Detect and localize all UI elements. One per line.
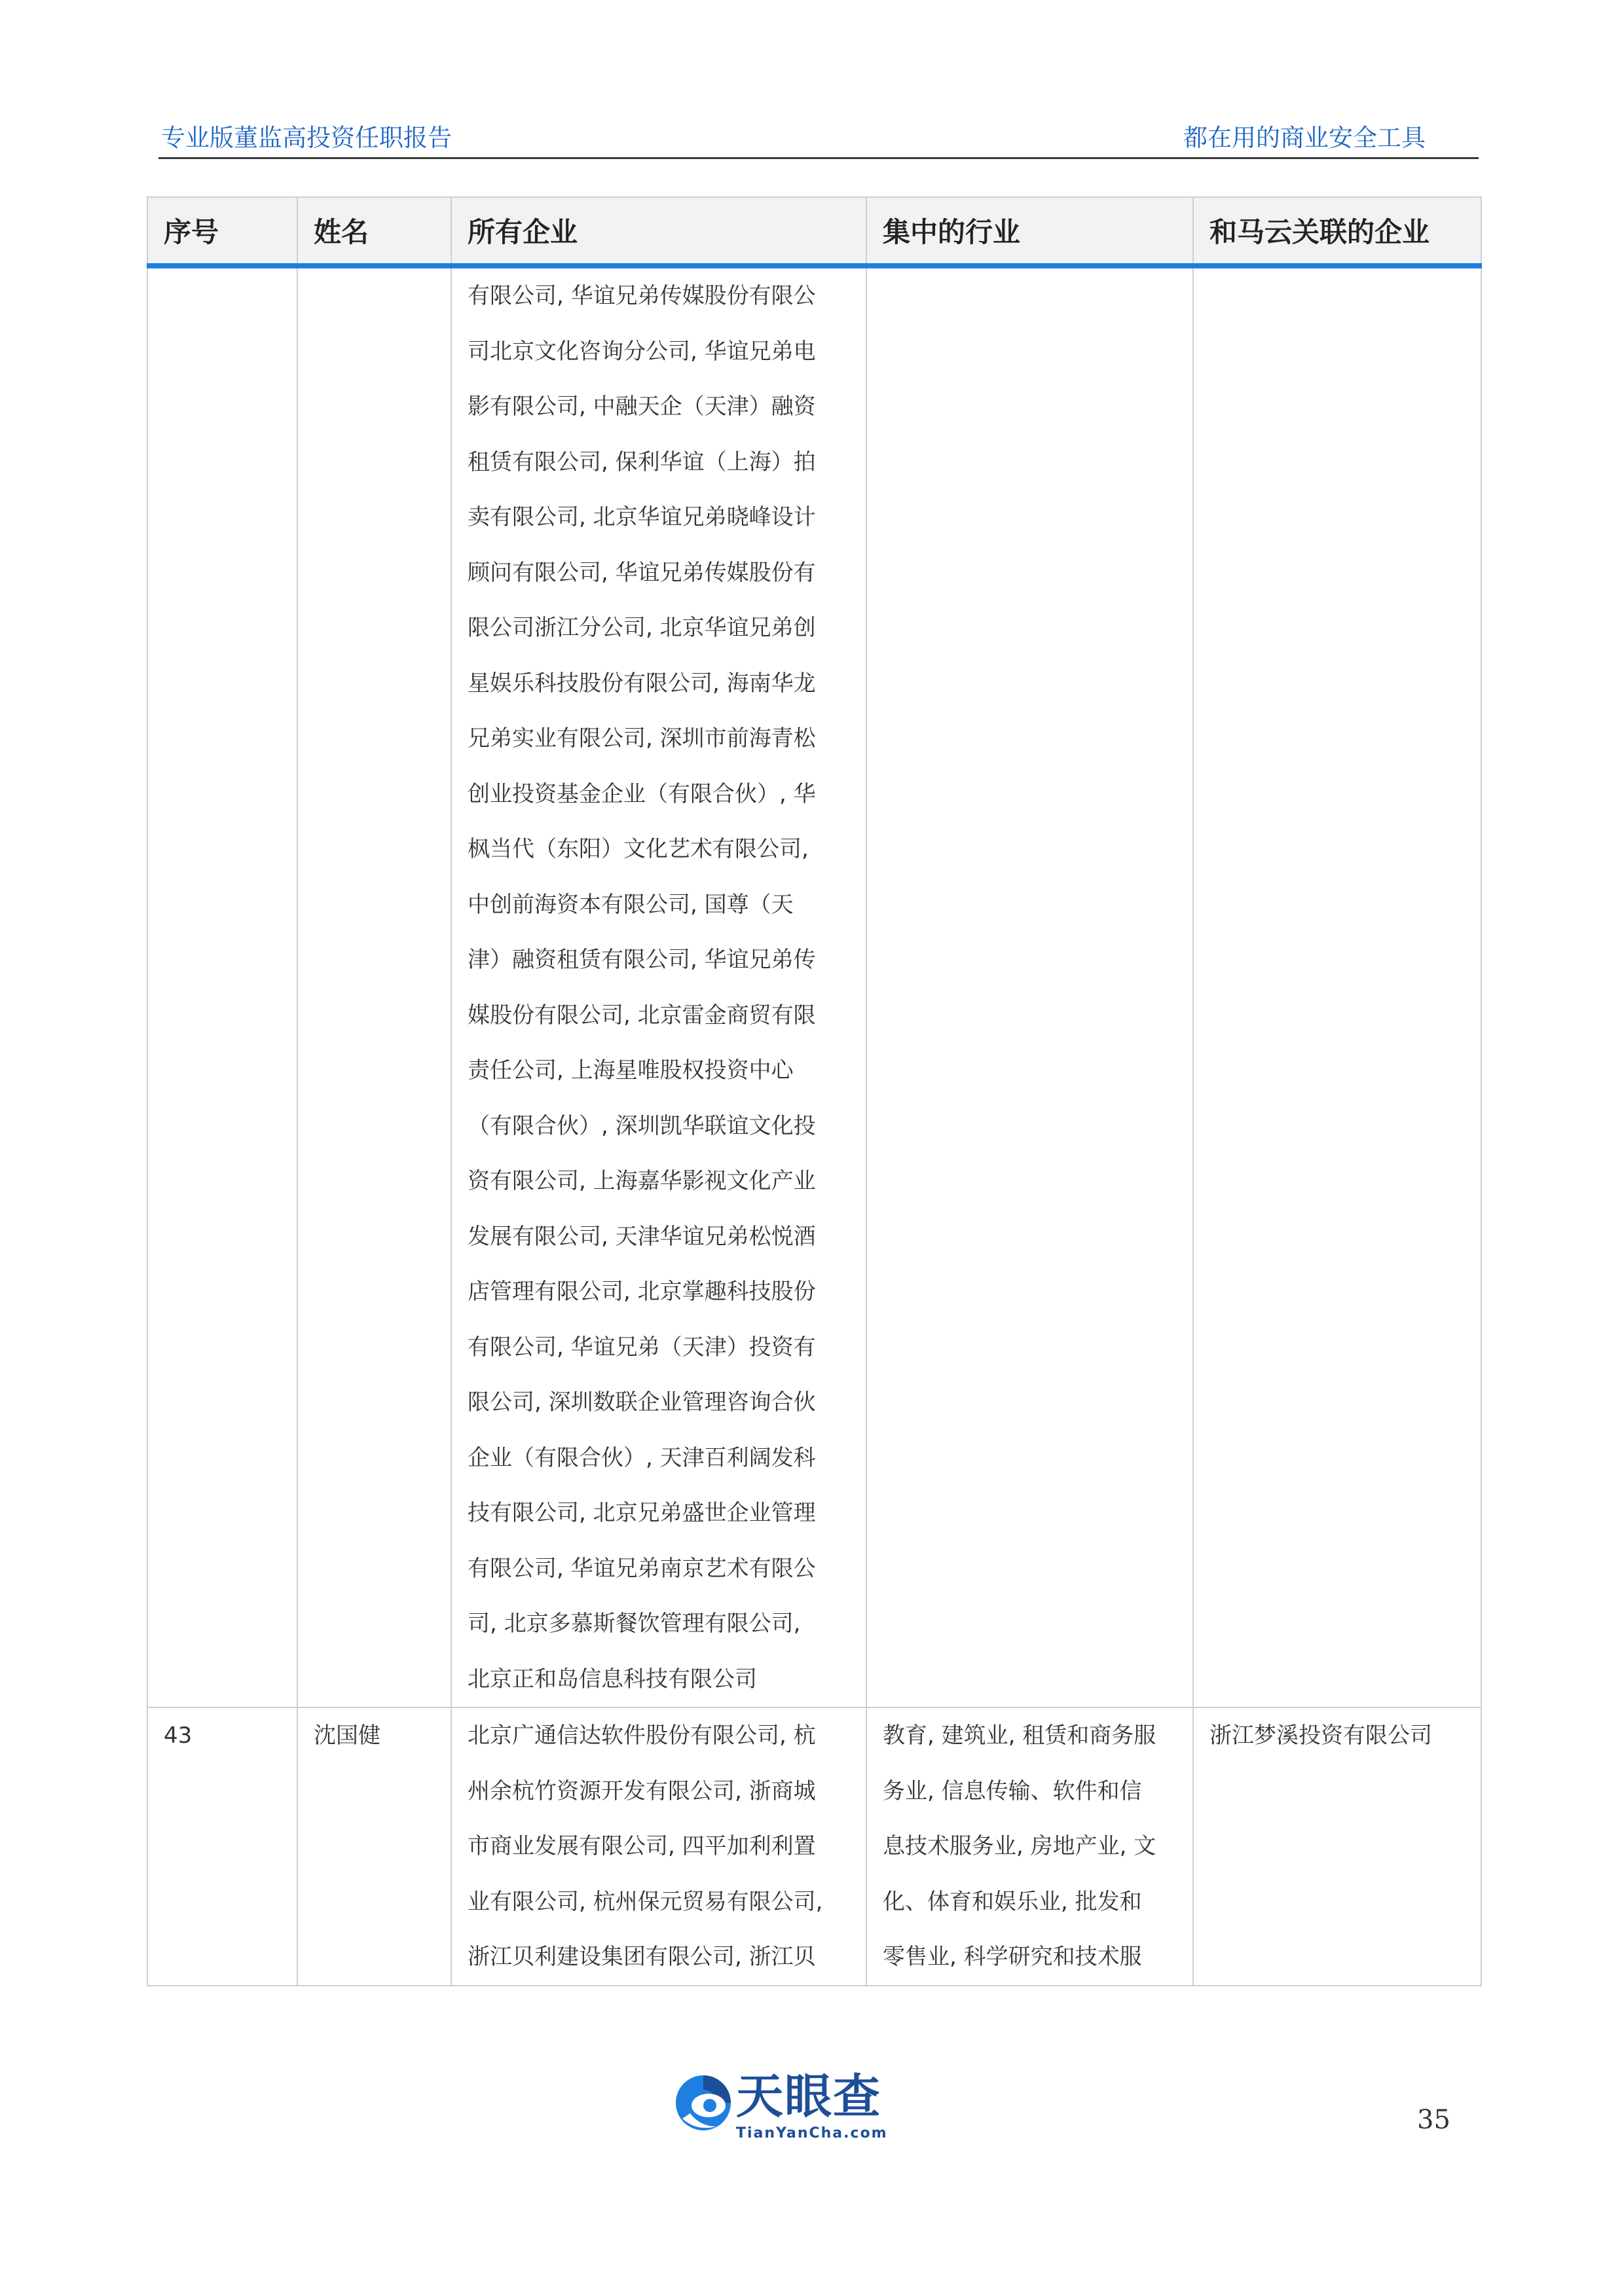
text-line: 务业, 信息传输、软件和信 <box>883 1777 1142 1804</box>
brand-name: 天眼查 <box>736 2069 882 2124</box>
text-line: 浙江梦溪投资有限公司 <box>1209 1722 1432 1749</box>
text-line: 店管理有限公司, 北京掌趣科技股份 <box>468 1279 816 1305</box>
text-line: 业有限公司, 杭州保元贸易有限公司, <box>468 1888 823 1915</box>
text-line: 零售业, 科学研究和技术服 <box>883 1944 1142 1970</box>
cell-industries <box>866 1707 1193 1986</box>
report-slogan: 都在用的商业安全工具 <box>1183 124 1426 152</box>
text-line: 企业（有限合伙）, 天津百利阔发科 <box>468 1444 816 1471</box>
text-line: 影有限公司, 中融天企（天津）融资 <box>468 393 816 420</box>
text-line: 司北京文化咨询分公司, 华谊兄弟电 <box>468 338 816 365</box>
text-line: 限公司浙江分公司, 北京华谊兄弟创 <box>468 615 816 641</box>
text-line: 津）融资租赁有限公司, 华谊兄弟传 <box>468 947 816 973</box>
text-line: 媒股份有限公司, 北京雷金商贸有限 <box>468 1002 816 1029</box>
col-header-seq: 序号 <box>147 197 297 266</box>
text-line: 兄弟实业有限公司, 深圳市前海青松 <box>468 725 816 752</box>
text-line: 市商业发展有限公司, 四平加利利置 <box>468 1833 816 1859</box>
text-line: 司, 北京多慕斯餐饮管理有限公司, <box>468 1611 801 1637</box>
text-line: 限公司, 深圳数联企业管理咨询合伙 <box>468 1389 816 1415</box>
text-line: 创业投资基金企业（有限合伙）, 华 <box>468 780 816 807</box>
text-line: 枫当代（东阳）文化艺术有限公司, <box>468 836 809 862</box>
text-line: 北京广通信达软件股份有限公司, 杭 <box>468 1722 816 1749</box>
executives-table <box>147 196 1482 1986</box>
text-line: 息技术服务业, 房地产业, 文 <box>883 1833 1156 1859</box>
text-line: 发展有限公司, 天津华谊兄弟松悦酒 <box>468 1223 816 1250</box>
col-header-name: 姓名 <box>297 197 451 266</box>
cell-industries <box>866 266 1193 1707</box>
text-line: 有限公司, 华谊兄弟南京艺术有限公 <box>468 1555 816 1582</box>
table-header-row <box>147 197 1481 266</box>
text-line: 浙江贝利建设集团有限公司, 浙江贝 <box>468 1944 816 1970</box>
header-divider <box>158 157 1479 159</box>
text-line: 资有限公司, 上海嘉华影视文化产业 <box>468 1168 816 1194</box>
text-line: 技有限公司, 北京兄弟盛世企业管理 <box>468 1500 816 1526</box>
text-line: 有限公司, 华谊兄弟（天津）投资有 <box>468 1334 816 1360</box>
cell-seq <box>147 266 297 1707</box>
report-title: 专业版董监高投资任职报告 <box>161 124 452 152</box>
text-line: 责任公司, 上海星唯股权投资中心 <box>468 1057 794 1084</box>
cell-seq: 43 <box>147 1707 297 1986</box>
page-number: 35 <box>1417 2105 1450 2135</box>
text-line: 化、体育和娱乐业, 批发和 <box>883 1888 1142 1915</box>
cell-related <box>1193 1707 1481 1986</box>
text-line: 教育, 建筑业, 租赁和商务服 <box>883 1722 1156 1749</box>
text-line: 北京正和岛信息科技有限公司 <box>468 1666 757 1692</box>
table-row <box>147 1707 1481 1986</box>
text-line: 有限公司, 华谊兄弟传媒股份有限公 <box>468 283 816 309</box>
text-line: 顾问有限公司, 华谊兄弟传媒股份有 <box>468 559 816 586</box>
brand-domain: TianYanCha.com <box>736 2125 888 2141</box>
text-line: 州余杭竹资源开发有限公司, 浙商城 <box>468 1777 816 1804</box>
cell-companies <box>451 1707 866 1986</box>
text-line: （有限合伙）, 深圳凯华联谊文化投 <box>468 1112 816 1139</box>
text-line: 星娱乐科技股份有限公司, 海南华龙 <box>468 670 816 697</box>
text-line: 卖有限公司, 北京华谊兄弟晓峰设计 <box>468 504 816 530</box>
text-line: 租赁有限公司, 保利华谊（上海）拍 <box>468 448 816 475</box>
cell-name: 沈国健 <box>297 1707 451 1986</box>
table-row <box>147 266 1481 1707</box>
cell-companies <box>451 266 866 1707</box>
cell-related <box>1193 266 1481 1707</box>
text-line: 中创前海资本有限公司, 国尊（天 <box>468 891 794 918</box>
cell-name <box>297 266 451 1707</box>
col-header-industries: 集中的行业 <box>866 197 1193 266</box>
col-header-related: 和马云关联的企业 <box>1193 197 1481 266</box>
tianyancha-logo-icon <box>671 2066 736 2138</box>
col-header-companies: 所有企业 <box>451 197 866 266</box>
